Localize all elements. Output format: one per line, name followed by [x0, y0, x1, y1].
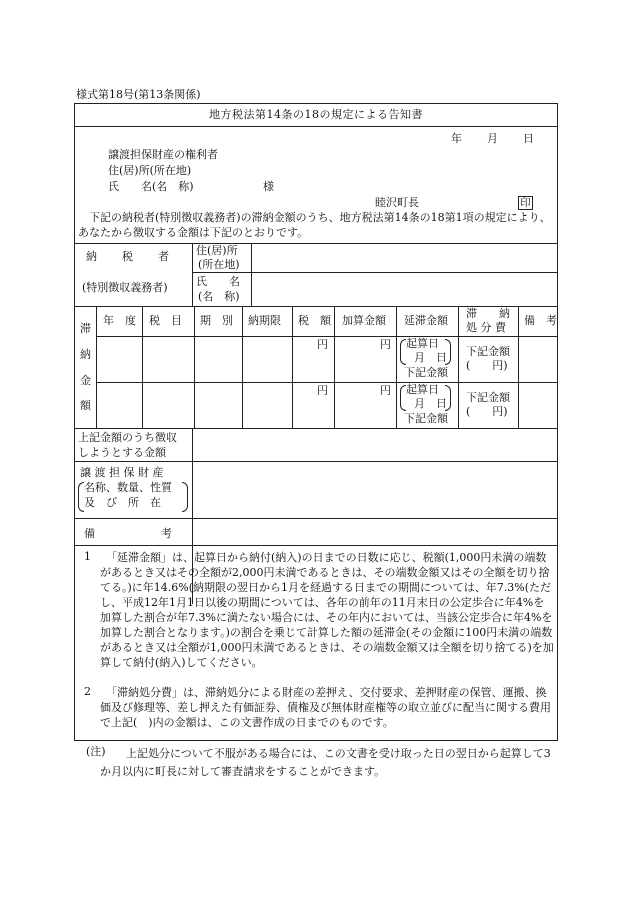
taxpayer-label-sub: (特別徴収義務者) — [82, 281, 168, 294]
row2-fee-amount: 下記金額 — [466, 391, 510, 404]
intro-paragraph: 下記の納税者(特別徴収義務者)の滞納金額のうち、地方税法第14条の18第1項の規定により、あなたから徴収する金額は下記のとおりです。 — [78, 211, 551, 239]
taxpayer-name-label-sub: (名 称) — [198, 290, 240, 303]
date-day: 日 — [523, 132, 534, 145]
header-surcharge: 加算金額 — [342, 314, 386, 327]
collect-label-1: 上記金額のうち徴収 — [78, 431, 177, 444]
row2-delinq-date: 月 日 — [414, 397, 447, 410]
row1-surcharge-yen: 円 — [380, 338, 391, 351]
footnote-text: 上記処分について不服がある場合には、この文書を受け取った日の翌日から起算して3か月以内に町長に対して審査請求をすることができます。 — [100, 747, 551, 778]
row2-delinq-amount: 下記金額 — [404, 412, 448, 425]
taxpayer-address-label: 住(居)所 — [196, 244, 238, 257]
date-year: 年 — [451, 132, 462, 145]
property-label-2: 名称、数量、性質 — [84, 481, 172, 494]
header-tax: 税 額 — [298, 314, 331, 327]
date-month: 月 — [487, 132, 498, 145]
property-label-1: 譲 渡 担 保 財 産 — [80, 466, 164, 479]
recipient-title: 譲渡担保財産の権利者 — [108, 148, 218, 161]
header-deadline: 納期限 — [248, 314, 281, 327]
recipient-honorific: 様 — [263, 180, 274, 193]
header-period: 期 別 — [200, 314, 233, 327]
row1-tax-yen: 円 — [317, 338, 328, 351]
note1-text: 「延滞金額」は、起算日から納付(納入)の日までの日数に応じ、税額(1,000円未満の端数があるとき又はその全額が2,000円未満であるときは、その端数金額又はその全額を切り捨てる。)に年14.6%(納期限の翌日から1月を経過する日までの期間については、年7.3%(ただし、平成12年1月1日以後の期間については、各年の前年の11月末日の公定歩合に年4%を加算した割合が年7.3%に満たない場合には、その年内においては、当該公定歩合に年4%を加算した割合となります。)の割合を乗じて計算した額の延滞金(その金額に100円未満の端数があるとき又は全額が1,000円未満であるときは、その端数金額又は全額を切り捨てる)を加算して納付(納入)してください。 — [100, 551, 554, 669]
header-year: 年 度 — [103, 314, 136, 327]
seal-mark: 印 — [518, 196, 533, 210]
row2-tax-yen: 円 — [317, 384, 328, 397]
arrears-side-2: 納 — [80, 348, 91, 361]
header-delinquency: 延滞金額 — [404, 314, 448, 327]
issuer-name: 睦沢町長 — [375, 196, 419, 209]
recipient-address-label: 住(居)所(所在地) — [108, 164, 192, 177]
row2-surcharge-yen: 円 — [380, 384, 391, 397]
row1-delinq-date: 月 日 — [414, 351, 447, 364]
row1-fee-amount: 下記金額 — [466, 345, 510, 358]
taxpayer-name-label: 氏 名 — [196, 275, 240, 288]
header-proc-fee-1: 滞 納 — [466, 307, 510, 320]
note2-number: 2 — [84, 685, 91, 698]
collect-label-2: しようとする金額 — [78, 446, 166, 459]
recipient-name-label: 氏 名(名 称) — [108, 180, 194, 193]
row1-fee-yen: ( 円) — [466, 359, 508, 372]
footnote-label: (注) — [86, 745, 106, 758]
form-number: 様式第18号(第13条関係) — [76, 88, 201, 101]
note1-number: 1 — [84, 550, 91, 563]
arrears-side-1: 滞 — [80, 322, 91, 335]
remarks-label: 備 考 — [84, 527, 172, 540]
header-item: 税 目 — [149, 314, 182, 327]
note2-text: 「滞納処分費」は、滞納処分による財産の差押え、交付要求、差押財産の保管、運搬、換価及び修理等、差し押えた有価証券、債権及び無体財産権等の取立並びに配当に関する費用で上記( )内の金額は、この文書作成の日までのものです。 — [100, 686, 551, 729]
taxpayer-label: 納 税 者 — [86, 250, 170, 263]
header-proc-fee-2: 処 分 費 — [466, 321, 506, 334]
arrears-side-4: 額 — [80, 399, 91, 412]
document-title: 地方税法第14条の18の規定による告知書 — [209, 108, 423, 121]
arrears-side-3: 金 — [80, 374, 91, 387]
row1-delinq-amount: 下記金額 — [404, 366, 448, 379]
row2-fee-yen: ( 円) — [466, 405, 508, 418]
row2-delinq-start: 起算日 — [406, 383, 439, 396]
header-remarks: 備 考 — [524, 314, 557, 327]
row1-delinq-start: 起算日 — [406, 337, 439, 350]
taxpayer-address-label-sub: (所在地) — [198, 258, 240, 271]
property-label-3: 及 び 所 在 — [84, 496, 161, 509]
